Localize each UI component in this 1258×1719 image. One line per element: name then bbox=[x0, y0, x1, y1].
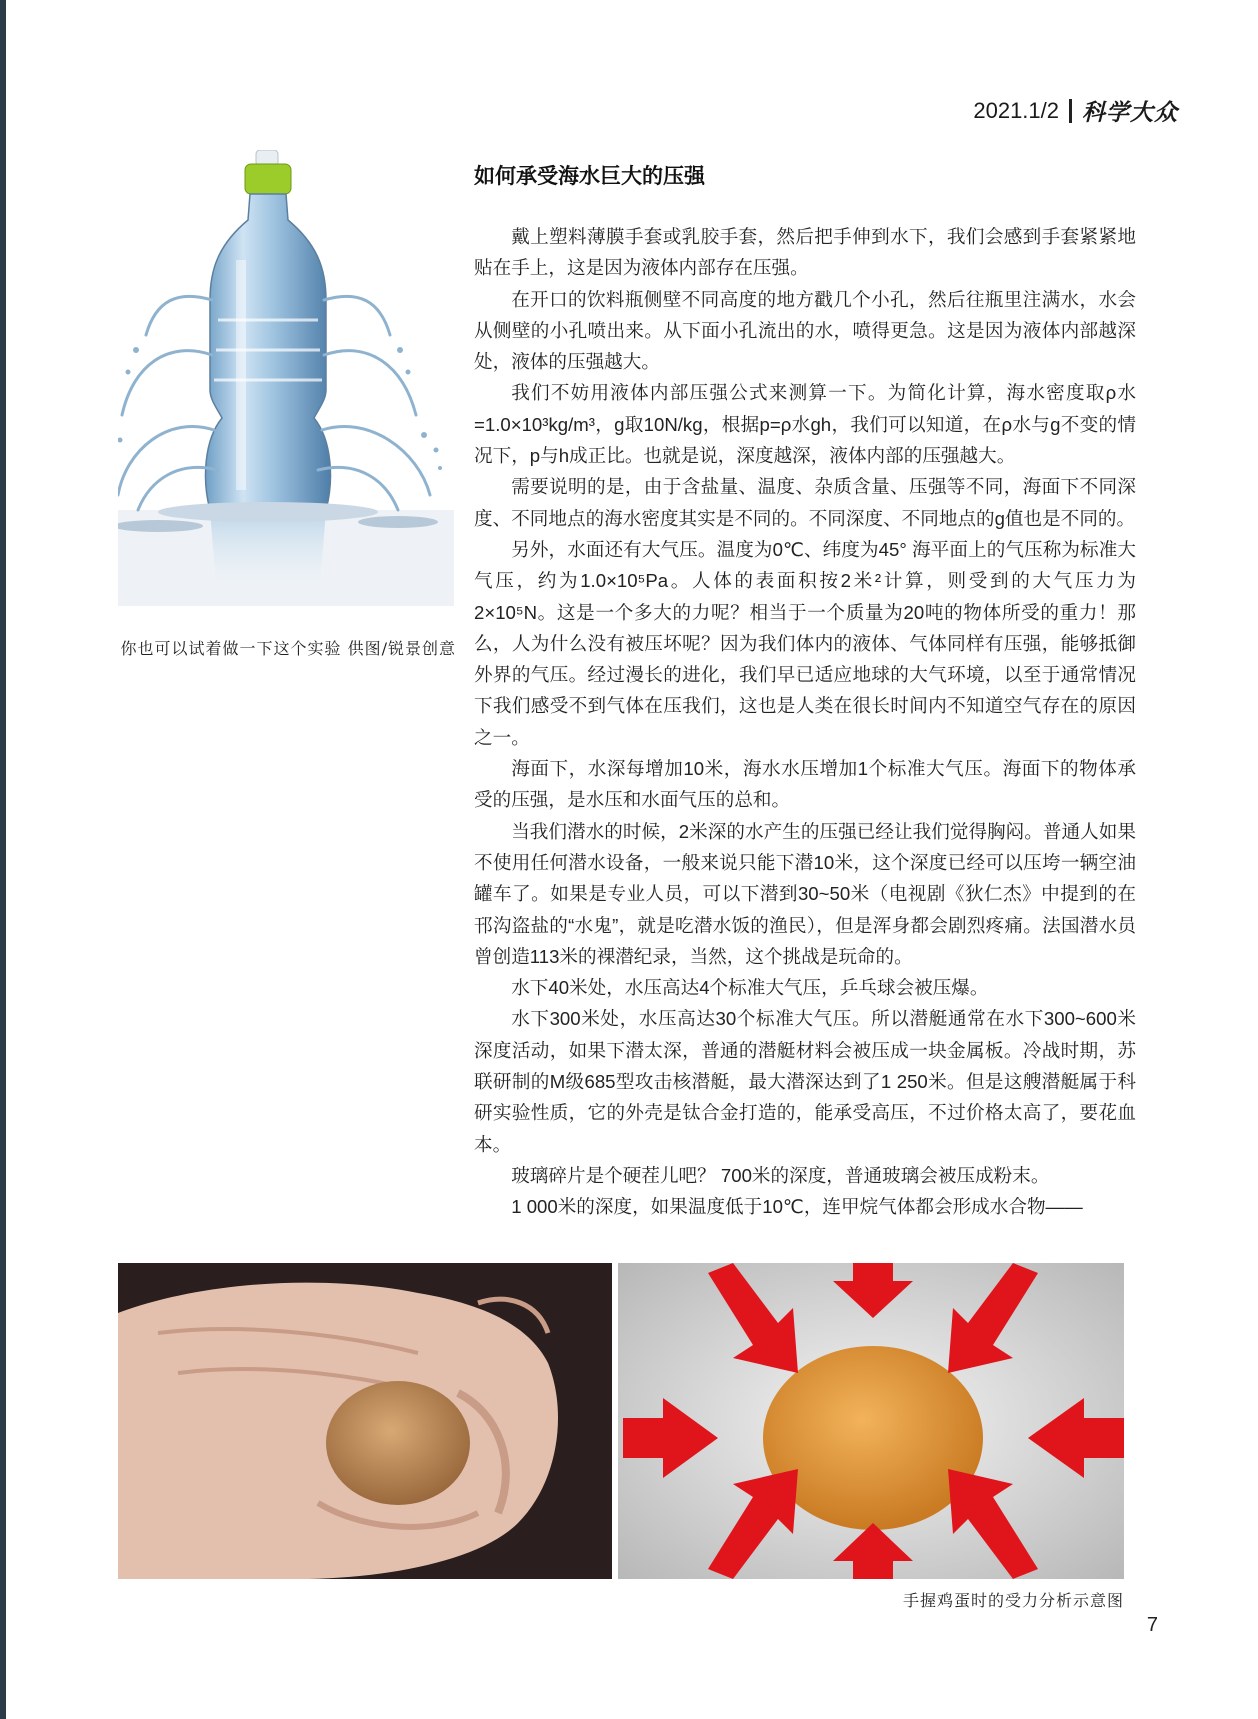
paragraph: 玻璃碎片是个硬茬儿吧？ 700米的深度，普通玻璃会被压成粉末。 bbox=[511, 1164, 1050, 1186]
egg-figure-caption: 手握鸡蛋时的受力分析示意图 bbox=[902, 1591, 1124, 1610]
paragraph: 水下300米处，水压高达30个标准大气压。所以潜艇通常在水下300~600米深度活动，如果下潜太深，普通的潜艇材料会被压成一块金属板。冷战时期，苏联研制的M级685型攻击核潜艇，最大潜深达到了1 250米。但是这艘潜艇属于科研实验性质，它的外壳是钛合金打造的，能承受高压，不过价格太高了，要花血本。 bbox=[474, 1008, 1136, 1155]
issue-date: 2021.1/2 bbox=[973, 97, 1059, 123]
page-number: 7 bbox=[1146, 1614, 1158, 1636]
paragraph: 海面下，水深每增加10米，海水水压增加1个标准大气压。海面下的物体承受的压强，是水压和水面气压的总和。 bbox=[474, 758, 1136, 811]
article-title: 如何承受海水巨大的压强 bbox=[474, 165, 705, 188]
paragraph: 当我们潜水的时候，2米深的水产生的压强已经让我们觉得胸闷。普通人如果不使用任何潜水设备，一般来说只能下潜10米，这个深度已经可以压垮一辆空油罐车了。如果是专业人员，可以下潜到30~50米（电视剧《狄仁杰》中提到的在邗沟盗盐的“水鬼”，就是吃潜水饭的渔民），但是浑身都会剧烈疼痛。法国潜水员曾创造113米的裸潜纪录，当然，这个挑战是玩命的。 bbox=[474, 820, 1136, 967]
paragraph: 1 000米的深度，如果温度低于10℃，连甲烷气体都会形成水合物—— bbox=[511, 1196, 1083, 1218]
paragraph: 我们不妨用液体内部压强公式来测算一下。为简化计算，海水密度取ρ水=1.0×10³kg/m³，g取10N/kg，根据p=ρ水gh，我们可以知道，在ρ水与g不变的情况下，p与h成正比。也就是说，深度越深，液体内部的压强越大。 bbox=[474, 382, 1136, 467]
bottle-figure-caption: 你也可以试着做一下这个实验 供图/锐景创意 bbox=[120, 639, 456, 658]
egg-force-diagram bbox=[118, 1263, 1124, 1579]
header-divider bbox=[1069, 99, 1072, 123]
article-body bbox=[474, 221, 1136, 1223]
paragraph: 水下40米处，水压高达4个标准大气压，乒乓球会被压爆。 bbox=[511, 977, 989, 999]
paragraph: 戴上塑料薄膜手套或乳胶手套，然后把手伸到水下，我们会感到手套紧紧地贴在手上，这是因为液体内部存在压强。 bbox=[474, 226, 1136, 279]
page-edge-strip bbox=[0, 0, 6, 1719]
paragraph: 需要说明的是，由于含盐量、温度、杂质含量、压强等不同，海面下不同深度、不同地点的海水密度其实是不同的。不同深度、不同地点的g值也是不同的。 bbox=[474, 476, 1136, 529]
running-header bbox=[973, 94, 1178, 127]
magazine-logo: 科学大众 bbox=[1082, 99, 1178, 126]
water-bottle-image bbox=[118, 150, 454, 606]
paragraph: 在开口的饮料瓶侧壁不同高度的地方戳几个小孔，然后往瓶里注满水，水会从侧壁的小孔喷出来。从下面小孔流出的水，喷得更急。这是因为液体内部越深处，液体的压强越大。 bbox=[474, 288, 1136, 373]
paragraph: 另外，水面还有大气压。温度为0℃、纬度为45° 海平面上的气压称为标准大气压，约为1.0×10⁵Pa。人体的表面积按2米²计算，则受到的大气压力为2×10⁵N。这是一个多大的力呢？相当于一个质量为20吨的物体所受的重力！那么，人为什么没有被压坏呢？因为我们体内的液体、气体同样有压强，能够抵御外界的气压。经过漫长的进化，我们早已适应地球的大气环境，以至于通常情况下我们感受不到气体在压我们，这也是人类在很长时间内不知道空气存在的原因之一。 bbox=[474, 538, 1136, 748]
